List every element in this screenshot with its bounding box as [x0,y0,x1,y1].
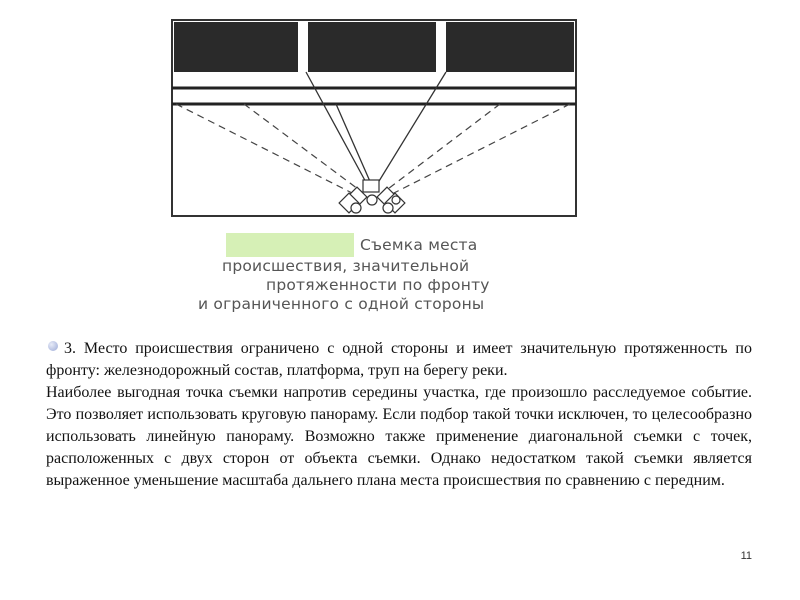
train-car-left [174,22,298,72]
view-line-dashed [244,104,362,192]
paragraph-1: 3. Место происшествия ограничено с одной стороны и имеет значительную протяженность по фронту: железнодорожный состав, платформа, труп на берегу реки. [46,340,752,379]
caption-line-3: протяженности по фронту [266,276,490,294]
caption-line-2: происшествия, значительной [222,257,470,275]
train-car-right [446,22,574,72]
view-line-dashed [388,104,570,196]
page-number: 11 [740,550,752,562]
paragraph-2: Наиболее выгодная точка съемки напротив середины участка, где произошло расследуемое событие. Это позволяет использовать круговую панораму. Если подбор такой точки исключен, то целесообразно использовать линейную панораму. Возможно также применение диагональной съемки с точек, расположенных с двух сторон от объекта съемки. Однако недостатком такой съемки является выраженное уменьшение масштаба дальнего плана места происшествия по сравнению с передним. [46,384,752,489]
train-car-middle [308,22,436,72]
caption-line-1: Съемка места [360,236,478,254]
camera-positions-icon [339,180,405,213]
body-text [46,338,752,492]
caption-line-4: и ограниченного с одной стороны [198,295,485,313]
view-line-solid [336,104,372,186]
caption-highlight [226,233,354,257]
